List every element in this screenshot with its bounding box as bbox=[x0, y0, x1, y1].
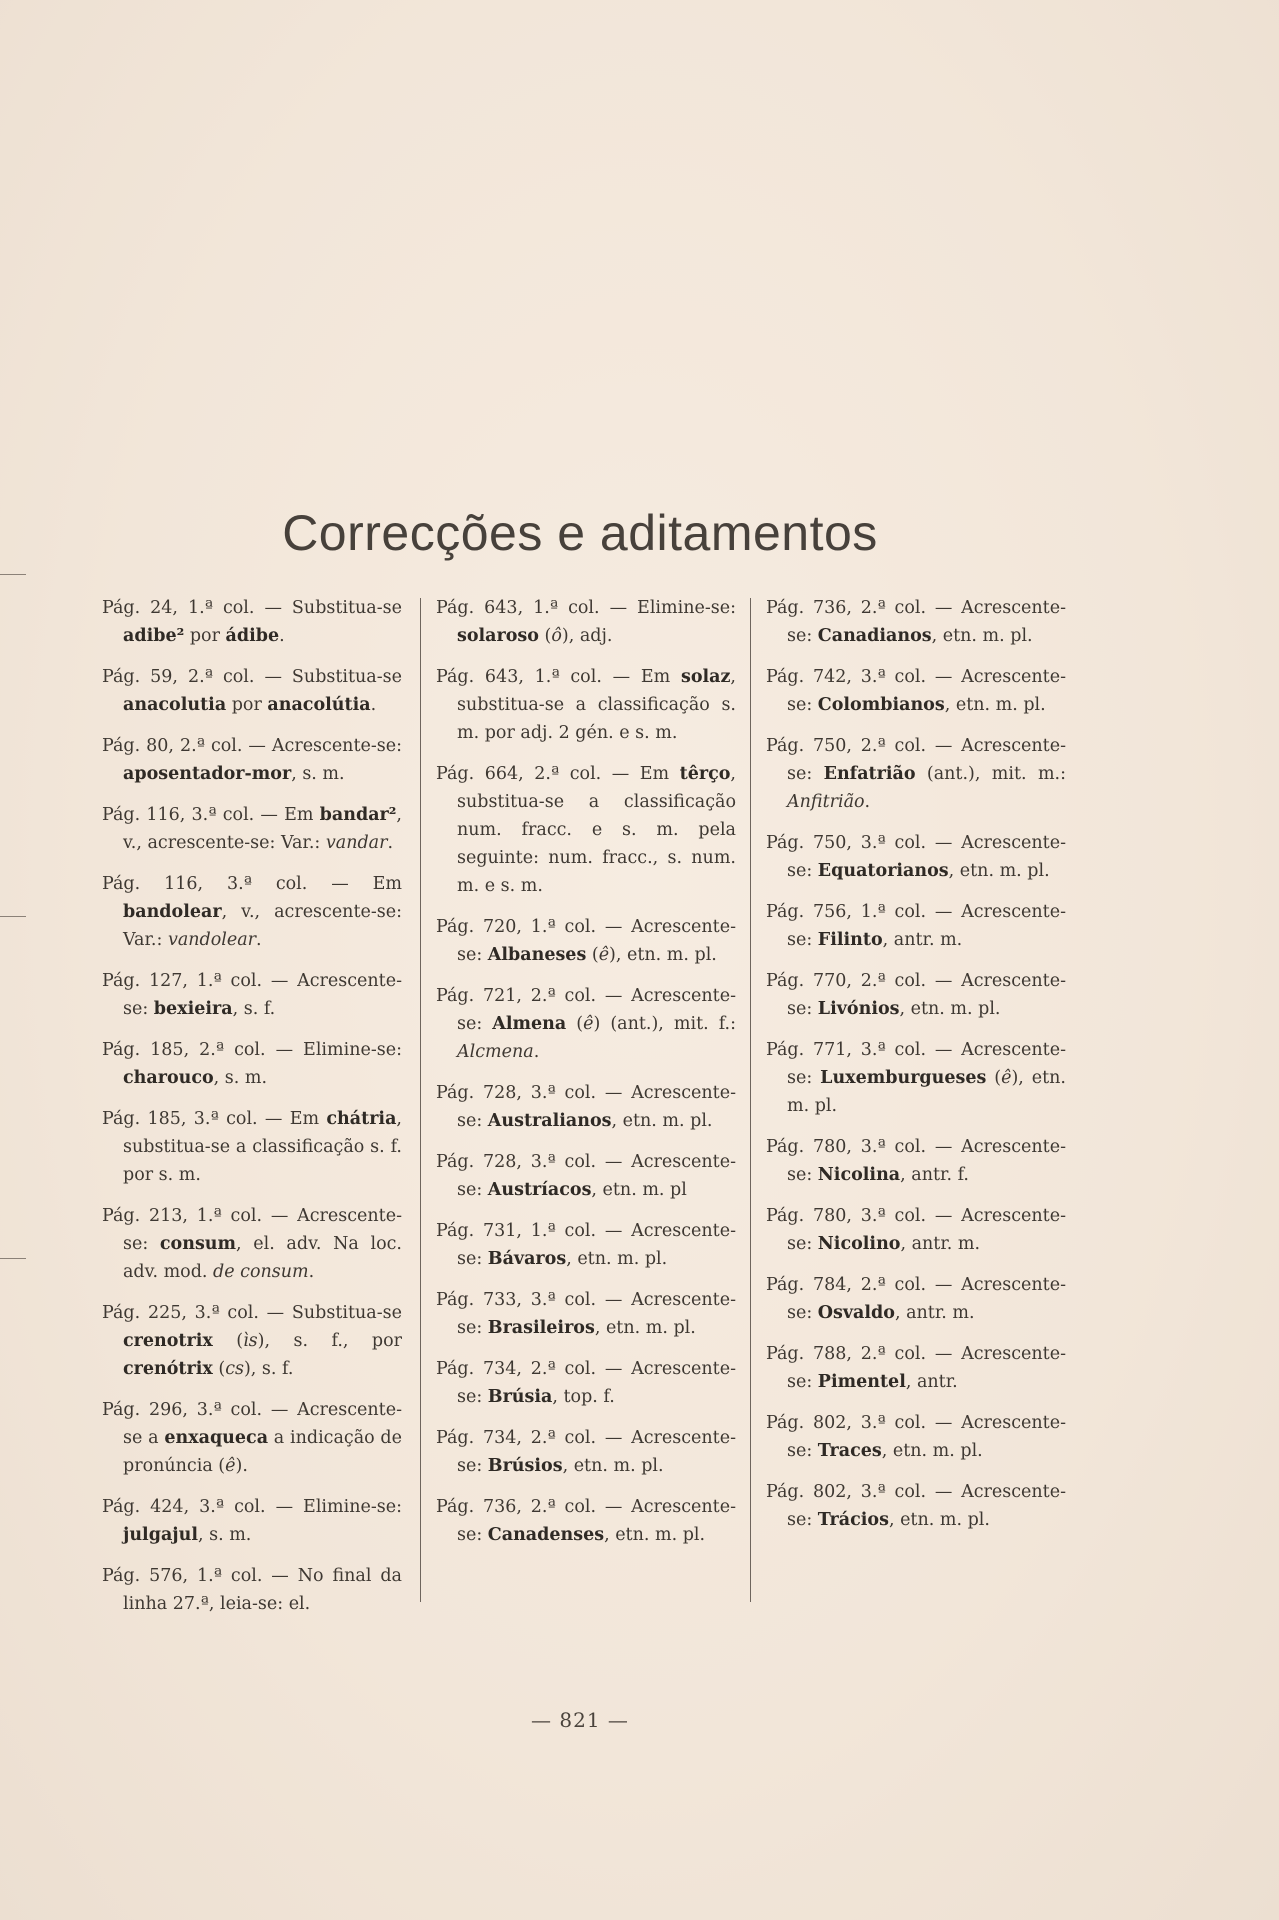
italic-text: ê bbox=[583, 1014, 594, 1034]
headword: bexieira bbox=[153, 999, 233, 1019]
headword: Brúsios bbox=[487, 1456, 563, 1476]
entry-text: Pág. 664, 2.ª col. — Em bbox=[436, 764, 680, 784]
entry-text: Pág. 750, 3.ª col. — Acrescente-se: bbox=[766, 833, 1066, 881]
correction-entry bbox=[766, 732, 1066, 816]
entry-text: Pág. 185, 2.ª col. — Elimine-se: bbox=[102, 1040, 402, 1060]
correction-entry bbox=[102, 1562, 402, 1618]
entry-text: Pág. 24, 1.ª col. — Substitua-se bbox=[102, 598, 402, 618]
correction-entry bbox=[102, 1202, 402, 1286]
entry-text: Pág. 576, 1.ª col. — No final da linha 27.ª, leia-se: el. bbox=[102, 1566, 402, 1614]
entry-text: , antr. f. bbox=[900, 1165, 969, 1185]
correction-entry bbox=[436, 663, 736, 747]
entry-text: Pág. 780, 3.ª col. — Acrescente-se: bbox=[766, 1206, 1066, 1254]
headword: ádibe bbox=[225, 626, 280, 646]
entry-text: Pág. 213, 1.ª col. — Acrescente-se: bbox=[102, 1206, 402, 1254]
entry-text: ), s. f., por bbox=[257, 1331, 402, 1351]
correction-entry bbox=[436, 594, 736, 650]
correction-entry bbox=[102, 594, 402, 650]
headword: anacolútia bbox=[267, 695, 371, 715]
headword: Austríacos bbox=[487, 1180, 592, 1200]
column-1 bbox=[102, 594, 402, 1631]
entry-text: , etn. m. pl. bbox=[888, 1510, 990, 1530]
italic-text: vandar bbox=[325, 833, 388, 853]
headword: Almena bbox=[492, 1014, 567, 1034]
correction-entry bbox=[436, 1217, 736, 1273]
entry-text: Pág. 733, 3.ª col. — Acrescente-se: bbox=[436, 1290, 736, 1338]
column-3 bbox=[766, 594, 1066, 1547]
entry-text: , etn. m. pl. bbox=[931, 626, 1033, 646]
entry-text: ( bbox=[566, 1014, 584, 1034]
headword: Bávaros bbox=[487, 1249, 567, 1269]
headword: Luxemburgueses bbox=[820, 1068, 987, 1088]
correction-entry bbox=[766, 967, 1066, 1023]
correction-entry bbox=[766, 1409, 1066, 1465]
entry-text: . bbox=[256, 930, 262, 950]
headword: enxaqueca bbox=[164, 1428, 269, 1448]
headword: anacolutia bbox=[123, 695, 227, 715]
entry-text: , etn. m. pl bbox=[591, 1180, 687, 1200]
entry-text: Pág. 643, 1.ª col. — Em bbox=[436, 667, 681, 687]
correction-entry bbox=[102, 801, 402, 857]
correction-entry bbox=[102, 967, 402, 1023]
correction-entry bbox=[102, 1036, 402, 1092]
italic-text: vandolear bbox=[167, 930, 257, 950]
entry-text: a indicação de pronúncia ( bbox=[123, 1428, 402, 1476]
headword: solaroso bbox=[457, 626, 539, 646]
entry-text: ), adj. bbox=[561, 626, 613, 646]
entry-text: , top. f. bbox=[552, 1387, 615, 1407]
entry-text: Pág. 736, 2.ª col. — Acrescente-se: bbox=[766, 598, 1066, 646]
entry-text: , etn. m. pl. bbox=[604, 1525, 706, 1545]
entry-text: Pág. 780, 3.ª col. — Acrescente-se: bbox=[766, 1137, 1066, 1185]
headword: adibe bbox=[123, 626, 177, 646]
entry-text: ( bbox=[986, 1068, 1002, 1088]
italic-text: Alcmena bbox=[457, 1042, 534, 1062]
correction-entry bbox=[766, 1271, 1066, 1327]
entry-text: , s. m. bbox=[197, 1525, 252, 1545]
entry-text: Pág. 742, 3.ª col. — Acrescente-se: bbox=[766, 667, 1066, 715]
entry-text: Pág. 116, 3.ª col. — Em bbox=[102, 874, 402, 894]
entry-text: , etn. m. pl. bbox=[948, 861, 1050, 881]
entry-text: (ant.), mit. m.: bbox=[915, 764, 1066, 784]
entry-text: Pág. 720, 1.ª col. — Acrescente-se: bbox=[436, 917, 736, 965]
italic-text: cs bbox=[225, 1359, 244, 1379]
headword: Traces bbox=[817, 1441, 882, 1461]
entry-text: . bbox=[864, 792, 871, 812]
column-rule bbox=[420, 598, 421, 1602]
correction-entry bbox=[766, 1340, 1066, 1396]
correction-entry bbox=[766, 1478, 1066, 1534]
entry-text: , v., acrescente-se: Var.: bbox=[123, 805, 402, 853]
entry-text: , etn. m. pl. bbox=[562, 1456, 664, 1476]
headword: crenótrix bbox=[123, 1359, 213, 1379]
entry-text: ). bbox=[235, 1456, 248, 1476]
entry-text: Pág. 756, 1.ª col. — Acrescente-se: bbox=[766, 902, 1066, 950]
correction-entry bbox=[102, 1105, 402, 1189]
headword: Nicolino bbox=[817, 1234, 901, 1254]
entry-text: Pág. 734, 2.ª col. — Acrescente-se: bbox=[436, 1359, 736, 1407]
italic-text: Anfitrião bbox=[787, 792, 865, 812]
entry-text: Pág. 296, 3.ª col. — Acrescente-se a bbox=[102, 1400, 402, 1448]
correction-entry bbox=[436, 982, 736, 1066]
entry-text: ( bbox=[212, 1359, 226, 1379]
italic-text: ê bbox=[225, 1456, 236, 1476]
correction-entry bbox=[102, 1299, 402, 1383]
headword: Canadianos bbox=[817, 626, 932, 646]
entry-text: Pág. 59, 2.ª col. — Substitua-se bbox=[102, 667, 402, 687]
entry-text: , substitua-se a classificação s. m. por adj. 2 gén. e s. m. bbox=[457, 667, 736, 743]
entry-text: Pág. 736, 2.ª col. — Acrescente-se: bbox=[436, 1497, 736, 1545]
entry-text: . bbox=[279, 626, 285, 646]
correction-entry bbox=[766, 1133, 1066, 1189]
entry-text: , s. m. bbox=[213, 1068, 268, 1088]
entry-text: Pág. 731, 1.ª col. — Acrescente-se: bbox=[436, 1221, 736, 1269]
headword: Brasileiros bbox=[487, 1318, 595, 1338]
entry-text: Pág. 116, 3.ª col. — Em bbox=[102, 805, 320, 825]
entry-text: Pág. 750, 2.ª col. — Acrescente-se: bbox=[766, 736, 1066, 784]
entry-text: , el. adv. Na loc. adv. mod. bbox=[123, 1234, 402, 1282]
headword: Livónios bbox=[817, 999, 900, 1019]
entry-text: . bbox=[370, 695, 377, 715]
headword: têrço bbox=[679, 764, 731, 784]
italic-text: de consum bbox=[213, 1262, 309, 1282]
headword: Filinto bbox=[817, 930, 883, 950]
margin-mark bbox=[0, 916, 26, 917]
correction-entry bbox=[766, 898, 1066, 954]
headword: Albaneses bbox=[487, 945, 587, 965]
correction-entry bbox=[436, 1424, 736, 1480]
correction-entry bbox=[102, 1396, 402, 1480]
entry-text: por bbox=[226, 695, 268, 715]
entry-text: , etn. m. pl. bbox=[611, 1111, 713, 1131]
correction-entry bbox=[436, 760, 736, 900]
entry-text: ( bbox=[538, 626, 552, 646]
margin-mark bbox=[0, 1258, 26, 1259]
correction-entry bbox=[766, 1202, 1066, 1258]
headword: bandar² bbox=[319, 805, 397, 825]
correction-entry bbox=[766, 1036, 1066, 1120]
entry-text: Pág. 788, 2.ª col. — Acrescente-se: bbox=[766, 1344, 1066, 1392]
entry-text: , etn. m. pl. bbox=[566, 1249, 668, 1269]
correction-entry bbox=[766, 663, 1066, 719]
headword: charouco bbox=[123, 1068, 214, 1088]
entry-text: Pág. 721, 2.ª col. — Acrescente-se: bbox=[436, 986, 736, 1034]
entry-text: Pág. 770, 2.ª col. — Acrescente-se: bbox=[766, 971, 1066, 1019]
headword: ² bbox=[176, 626, 185, 646]
entry-text: Pág. 771, 3.ª col. — Acrescente-se: bbox=[766, 1040, 1066, 1088]
headword: julgajul bbox=[123, 1525, 198, 1545]
correction-entry bbox=[102, 870, 402, 954]
correction-entry bbox=[436, 1355, 736, 1411]
column-2 bbox=[436, 594, 736, 1562]
italic-text: ê bbox=[1001, 1068, 1012, 1088]
headword: crenotrix bbox=[123, 1331, 213, 1351]
entry-text: , etn. m. pl. bbox=[944, 695, 1046, 715]
entry-text: , substitua-se a classificação num. fracc. e s. m. pela seguinte: num. fracc., s. num. m. e s. m. bbox=[457, 764, 736, 896]
entry-text: , substitua-se a classificação s. f. por s. m. bbox=[123, 1109, 402, 1185]
entry-text: Pág. 802, 3.ª col. — Acrescente-se: bbox=[766, 1482, 1066, 1530]
headword: chátria bbox=[326, 1109, 397, 1129]
correction-entry bbox=[436, 913, 736, 969]
entry-text: por bbox=[184, 626, 226, 646]
correction-entry bbox=[102, 732, 402, 788]
entry-text: , etn. m. pl. bbox=[881, 1441, 983, 1461]
entry-text: , antr. m. bbox=[882, 930, 963, 950]
correction-entry bbox=[436, 1148, 736, 1204]
entry-text: , etn. m. pl. bbox=[594, 1318, 696, 1338]
entry-text: , etn. m. pl. bbox=[899, 999, 1001, 1019]
correction-entry bbox=[766, 594, 1066, 650]
entry-text: Pág. 728, 3.ª col. — Acrescente-se: bbox=[436, 1152, 736, 1200]
italic-text: ê bbox=[598, 945, 610, 965]
margin-mark bbox=[0, 574, 26, 575]
entry-text: Pág. 643, 1.ª col. — Elimine-se: bbox=[436, 598, 736, 618]
headword: Osvaldo bbox=[817, 1303, 895, 1323]
correction-entry bbox=[436, 1493, 736, 1549]
correction-entry bbox=[102, 663, 402, 719]
headword: solaz bbox=[680, 667, 731, 687]
headword: Nicolina bbox=[817, 1165, 901, 1185]
entry-text: Pág. 80, 2.ª col. — Acrescente-se: bbox=[102, 736, 402, 756]
correction-entry bbox=[766, 829, 1066, 885]
entry-text: ), s. f. bbox=[243, 1359, 294, 1379]
column-rule bbox=[750, 598, 751, 1602]
entry-text: Pág. 802, 3.ª col. — Acrescente-se: bbox=[766, 1413, 1066, 1461]
entry-text: ), etn. m. pl. bbox=[787, 1068, 1066, 1116]
entry-text: Pág. 734, 2.ª col. — Acrescente-se: bbox=[436, 1428, 736, 1476]
entry-text: . bbox=[387, 833, 394, 853]
headword: aposentador-mor bbox=[123, 764, 292, 784]
page-number: — 821 — bbox=[531, 1708, 629, 1732]
italic-text: ô bbox=[551, 626, 562, 646]
entry-text: , antr. m. bbox=[900, 1234, 981, 1254]
entry-text: Pág. 728, 3.ª col. — Acrescente-se: bbox=[436, 1083, 736, 1131]
headword: consum bbox=[159, 1234, 237, 1254]
italic-text: ìs bbox=[243, 1331, 258, 1351]
entry-text: , s. m. bbox=[291, 764, 345, 784]
correction-entry bbox=[436, 1079, 736, 1135]
entry-text: , v., acrescente-se: Var.: bbox=[123, 902, 402, 950]
headword: Brúsia bbox=[487, 1387, 553, 1407]
entry-text: Pág. 225, 3.ª col. — Substitua-se bbox=[102, 1303, 402, 1323]
correction-entry bbox=[102, 1493, 402, 1549]
headword: Canadenses bbox=[487, 1525, 605, 1545]
headword: Trácios bbox=[817, 1510, 889, 1530]
entry-text: ) (ant.), mit. f.: bbox=[593, 1014, 737, 1034]
entry-text: ), etn. m. pl. bbox=[609, 945, 717, 965]
entry-text: . bbox=[308, 1262, 315, 1282]
page-title: Correcções e aditamentos bbox=[282, 504, 878, 561]
headword: Australianos bbox=[487, 1111, 612, 1131]
entry-text: Pág. 185, 3.ª col. — Em bbox=[102, 1109, 327, 1129]
entry-text: . bbox=[533, 1042, 540, 1062]
entry-text: Pág. 127, 1.ª col. — Acrescente-se: bbox=[102, 971, 402, 1019]
correction-entry bbox=[436, 1286, 736, 1342]
entry-text: , antr. bbox=[905, 1372, 958, 1392]
headword: Enfatrião bbox=[823, 764, 916, 784]
headword: Pimentel bbox=[817, 1372, 906, 1392]
entry-text: Pág. 784, 2.ª col. — Acrescente-se: bbox=[766, 1275, 1066, 1323]
headword: bandolear bbox=[123, 902, 222, 922]
headword: Equatorianos bbox=[817, 861, 949, 881]
entry-text: ( bbox=[586, 945, 599, 965]
entry-text: ( bbox=[212, 1331, 244, 1351]
entry-text: Pág. 424, 3.ª col. — Elimine-se: bbox=[102, 1497, 402, 1517]
headword: Colombianos bbox=[817, 695, 945, 715]
entry-text: , s. f. bbox=[232, 999, 276, 1019]
entry-text: , antr. m. bbox=[894, 1303, 975, 1323]
